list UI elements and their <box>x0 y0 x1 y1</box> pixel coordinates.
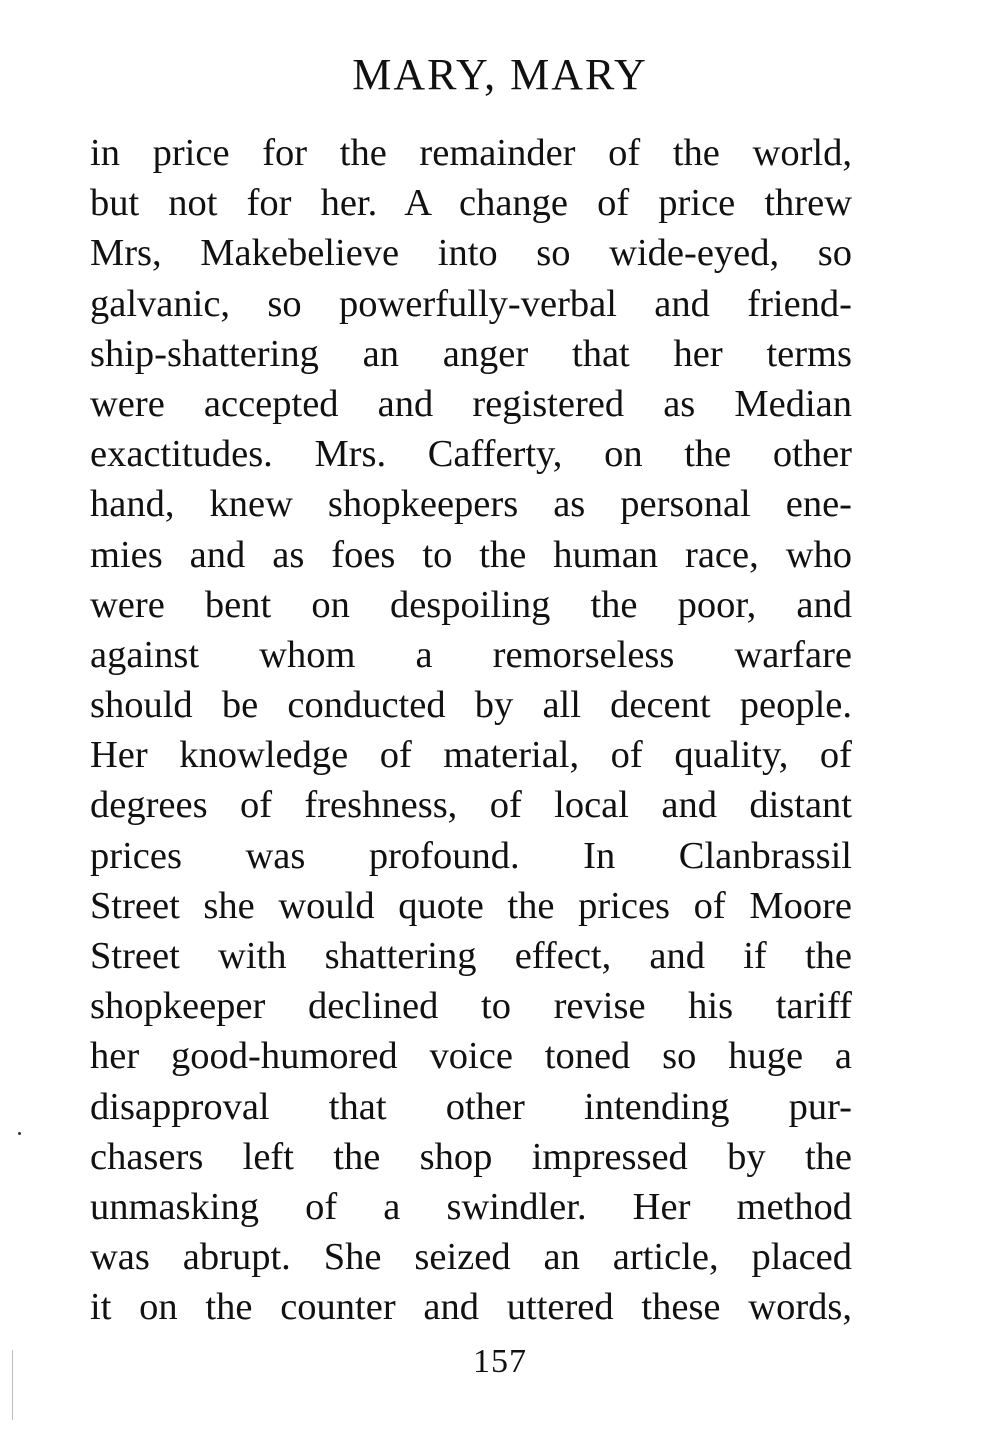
text-line: ship-shattering an anger that her terms <box>90 332 852 375</box>
text-line: but not for her. A change of price threw <box>90 182 852 225</box>
text-line: degrees of freshness, of local and distant <box>90 784 852 827</box>
text-line: hand, knew shopkeepers as personal ene- <box>90 483 852 526</box>
text-line: Mrs, Makebelieve into so wide-eyed, so <box>90 232 852 275</box>
text-line: were accepted and registered as Median <box>90 382 852 425</box>
text-line: chasers left the shop impressed by the <box>90 1135 852 1178</box>
text-line: against whom a remorseless warfare <box>90 633 852 676</box>
text-line: Street with shattering effect, and if the <box>90 935 852 977</box>
text-line: it on the counter and uttered these words, <box>90 1286 852 1329</box>
page-number: 157 <box>473 1343 527 1380</box>
scan-speck <box>18 1132 21 1135</box>
body-text <box>90 128 852 1333</box>
text-line: mies and as foes to the human race, who <box>90 533 852 576</box>
text-line: was abrupt. She seized an article, placed <box>90 1236 852 1279</box>
text-line: galvanic, so powerfully-verbal and friend- <box>90 282 852 325</box>
text-line: disapproval that other intending pur- <box>90 1085 852 1128</box>
text-line: were bent on despoiling the poor, and <box>90 583 852 626</box>
text-line: should be conducted by all decent people. <box>90 684 852 727</box>
text-line: in price for the remainder of the world, <box>90 132 852 174</box>
text-line: prices was profound. In Clanbrassil <box>90 834 852 877</box>
text-line: exactitudes. Mrs. Cafferty, on the other <box>90 433 852 476</box>
running-head: MARY, MARY <box>352 50 648 99</box>
text-line: her good-humored voice toned so huge a <box>90 1035 852 1078</box>
scan-edge-line <box>12 1350 13 1420</box>
text-line: unmasking of a swindler. Her method <box>90 1185 852 1228</box>
text-line: Street she would quote the prices of Moore <box>90 884 852 927</box>
text-line: shopkeeper declined to revise his tariff <box>90 985 852 1028</box>
text-line: Her knowledge of material, of quality, of <box>90 734 852 777</box>
